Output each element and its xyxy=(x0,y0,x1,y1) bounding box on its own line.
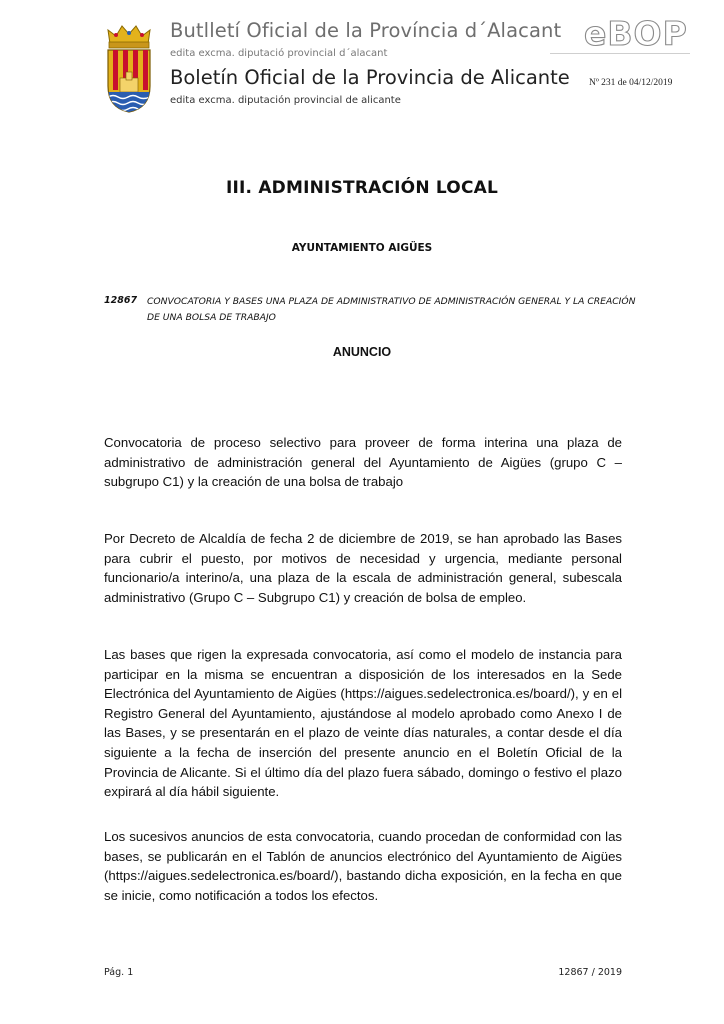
provincial-crest-icon xyxy=(104,22,154,114)
notice-heading: ANUNCIO xyxy=(332,345,392,359)
notice-number: 12867 xyxy=(104,295,138,306)
footer-reference: 12867 / 2019 xyxy=(558,967,622,978)
issue-number: Nº 231 de 04/12/2019 xyxy=(589,78,673,88)
ebop-logo: eBOP xyxy=(584,14,688,53)
header-subtitle-valencian: edita excma. diputació provincial d´alacant xyxy=(170,48,388,59)
header-title-spanish: Boletín Oficial de la Provincia de Alicante xyxy=(170,66,570,89)
entity-name: AYUNTAMIENTO AIGÜES xyxy=(291,242,433,254)
body-paragraph: Los sucesivos anuncios de esta convocatoria, cuando procedan de conformidad con las bases, se publicarán en el Tablón de anuncios electrónico del Ayuntamiento de Aigües (https://aigues.sedelectronica.es/board/), bastando dicha exposición, en la fecha en que se inicie, como notificación a todos los efectos. xyxy=(104,829,622,903)
notice-title: CONVOCATORIA Y BASES UNA PLAZA DE ADMINISTRATIVO DE ADMINISTRACIÓN GENERAL Y LA CREACIÓN DE UNA BOLSA DE TRABAJO xyxy=(147,296,636,323)
header-title-valencian: Butlletí Oficial de la Província d´Alacant xyxy=(170,19,562,42)
header-divider xyxy=(550,53,690,54)
body-paragraph: Convocatoria de proceso selectivo para proveer de forma interina una plaza de administrativo de administración general del Ayuntamiento de Aigües (grupo C – subgrupo C1) y la creación de una bolsa de trabajo xyxy=(104,435,622,490)
section-title: III. ADMINISTRACIÓN LOCAL xyxy=(225,178,499,198)
header-subtitle-spanish: edita excma. diputación provincial de alicante xyxy=(170,95,401,106)
body-paragraph: Las bases que rigen la expresada convocatoria, así como el modelo de instancia para participar en la misma se encuentran a disposición de los interesados en la Sede Electrónica del Ayuntamiento de Aigües (https://aigues.sedelectronica.es/board/), y en el Registro General del Ayuntamiento, ajustándose al modelo aprobado como Anexo I de las Bases, y se presentarán en el plazo de veinte días naturales, a contar desde el día siguiente a la fecha de inserción del presente anuncio en el Boletín Oficial de la Provincia de Alicante. Si el último día del plazo fuera sábado, domingo o festivo el plazo expirará al día hábil siguiente. xyxy=(104,647,622,800)
body-paragraph: Por Decreto de Alcaldía de fecha 2 de diciembre de 2019, se han aprobado las Bases para cubrir el puesto, por motivos de necesidad y urgencia, mediante personal funcionario/a interino/a, una plaza de la escala de administración general, subescala administrativo (Grupo C – Subgrupo C1) y creación de bolsa de empleo. xyxy=(104,531,622,605)
page-number: Pág. 1 xyxy=(104,967,134,978)
